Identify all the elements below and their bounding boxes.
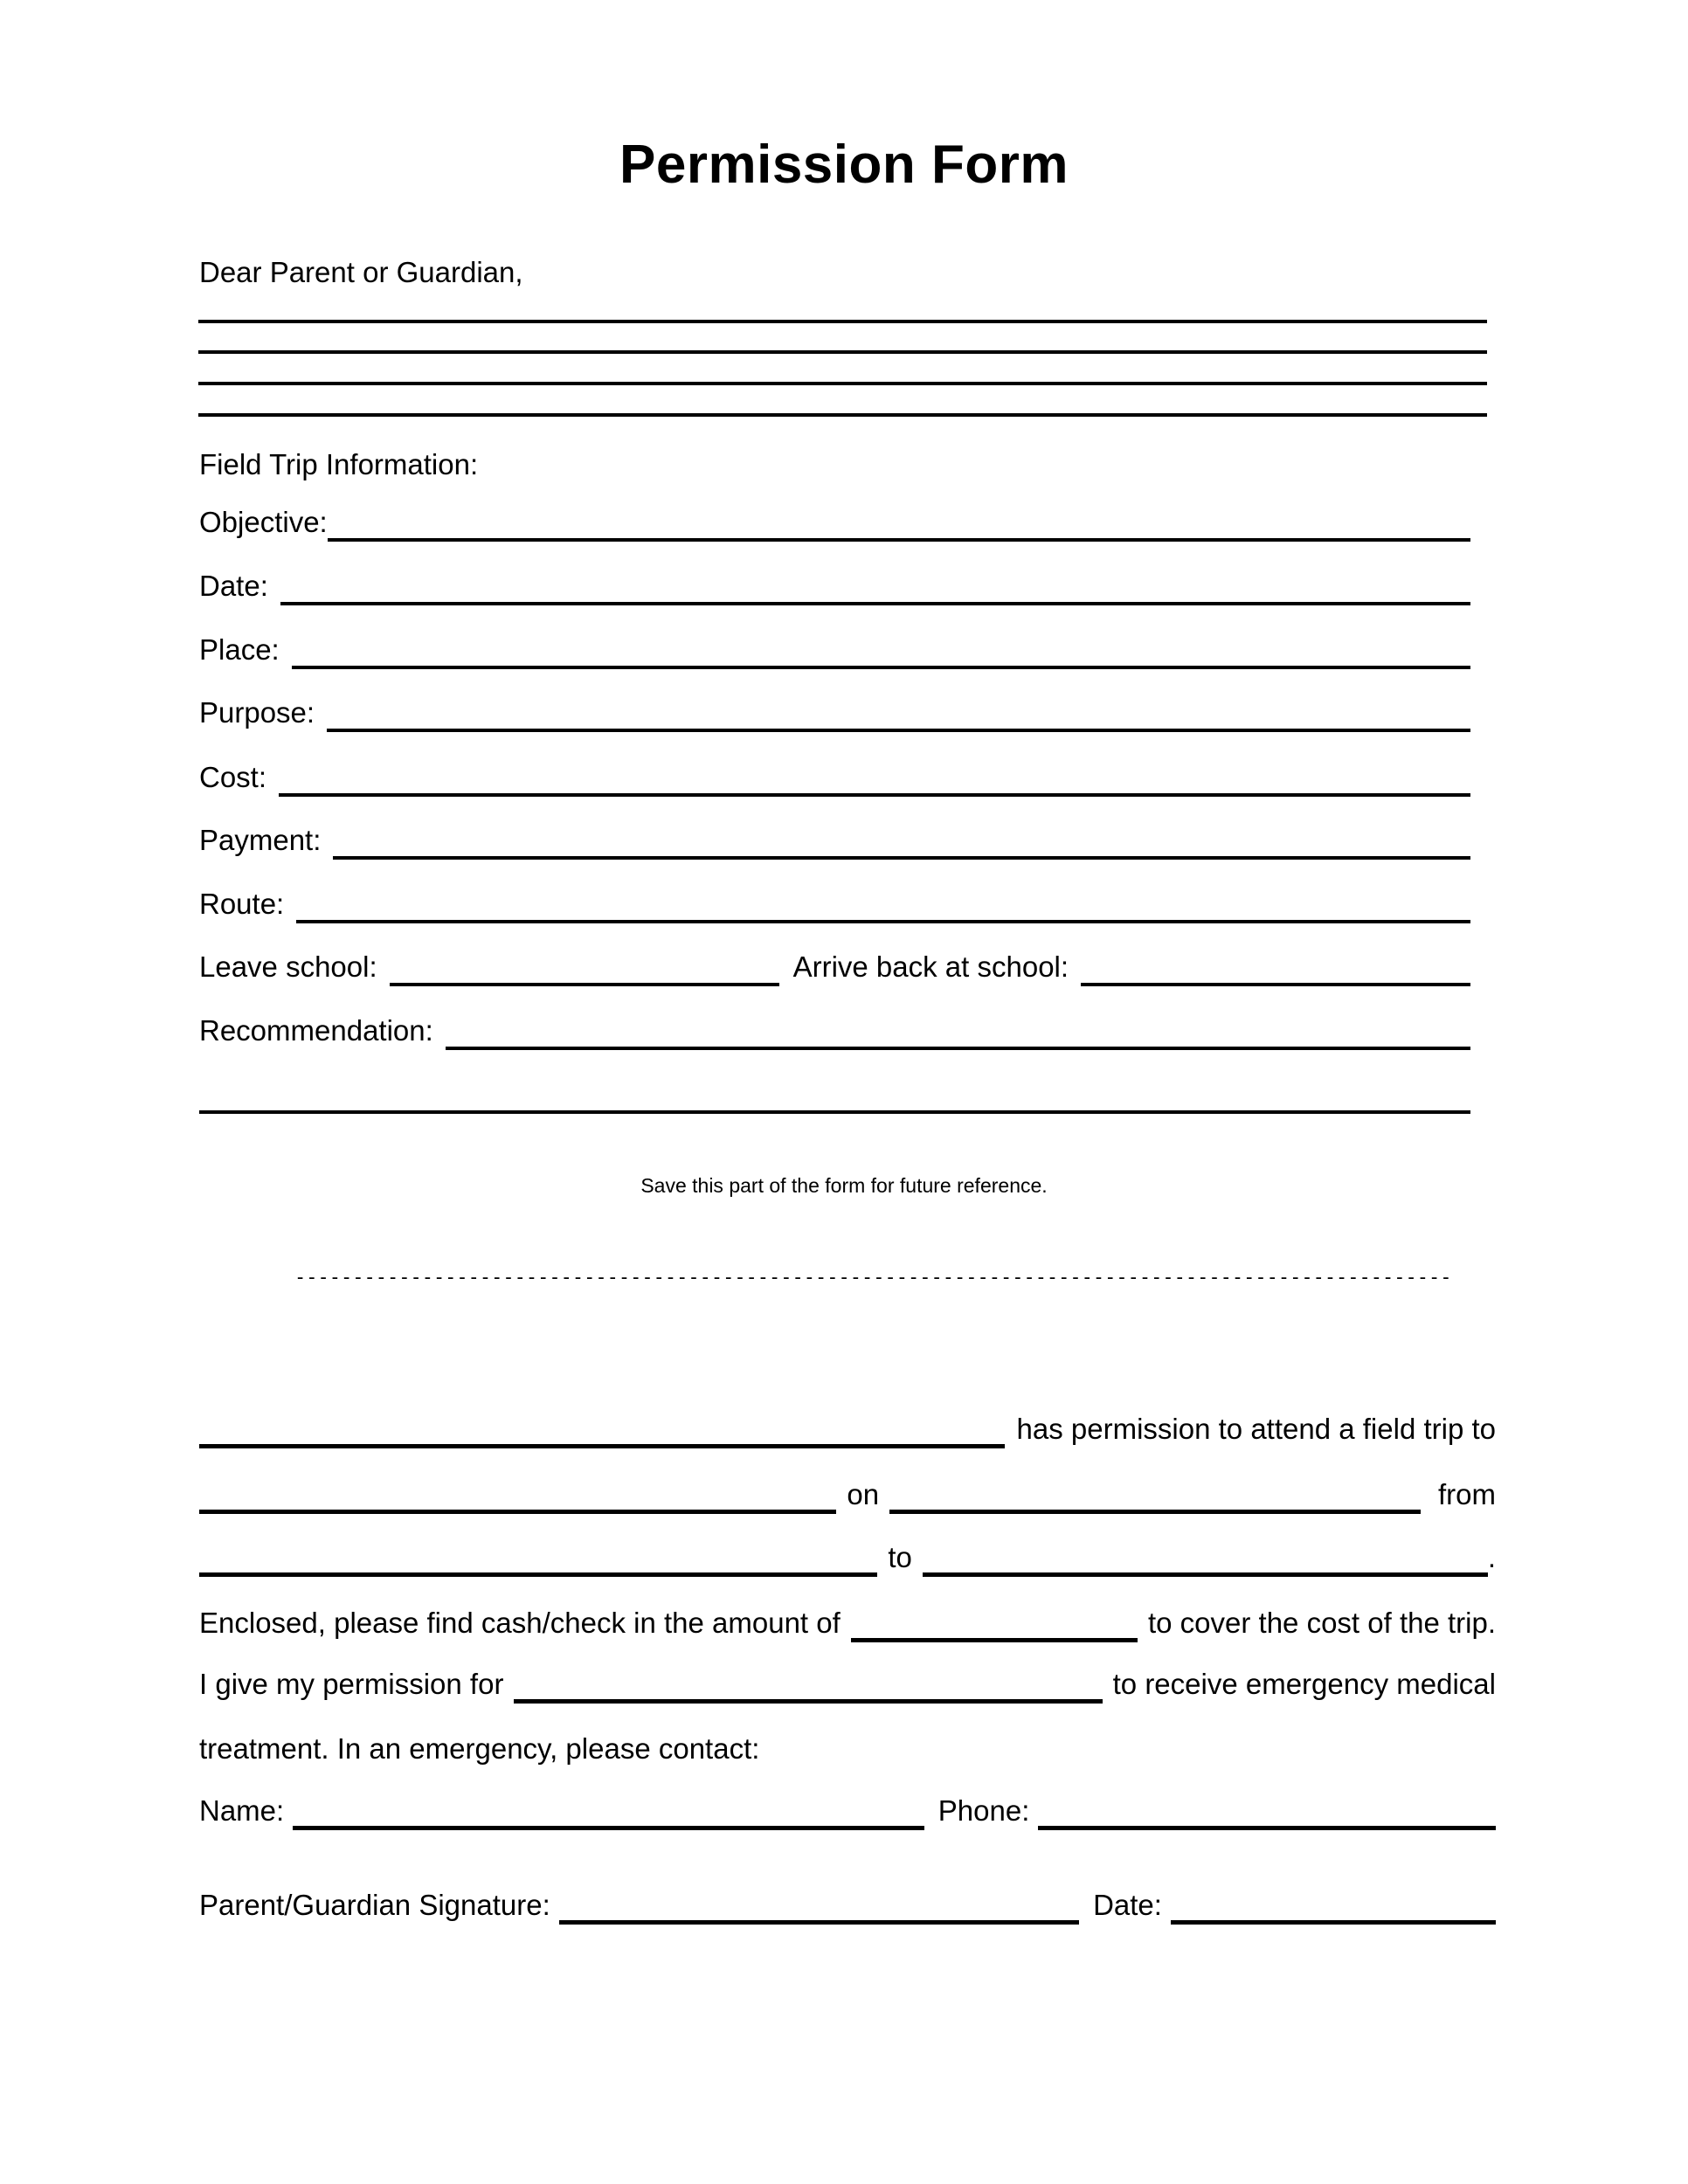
objective-row	[199, 503, 1470, 542]
objective-label: Objective:	[199, 506, 328, 538]
purpose-row	[199, 694, 1470, 732]
payment-row	[199, 821, 1470, 860]
payment-label: Payment:	[199, 824, 322, 856]
from-text: from	[1438, 1478, 1496, 1510]
leave-school-blank-line	[390, 983, 779, 986]
cost-blank-line	[279, 793, 1470, 797]
date-blank-line	[280, 602, 1470, 605]
signature-label: Parent/Guardian Signature:	[199, 1889, 550, 1921]
route-row	[199, 885, 1470, 923]
trip-date-blank-line	[889, 1510, 1421, 1514]
enclosed-suffix-text: to cover the cost of the trip.	[1147, 1607, 1496, 1639]
enclosed-prefix-text: Enclosed, please find cash/check in the amount of	[199, 1607, 841, 1639]
treatment-contact-text: treatment. In an emergency, please contact:	[199, 1732, 760, 1765]
on-text: on	[847, 1478, 880, 1510]
signature-blank-line	[559, 1920, 1079, 1925]
start-time-blank-line	[199, 1572, 877, 1577]
date-row	[199, 567, 1470, 605]
letter-blank-line	[198, 320, 1487, 323]
letter-blank-line	[198, 382, 1487, 385]
letter-blank-line	[198, 413, 1487, 417]
route-label: Route:	[199, 888, 285, 920]
student-name-blank-line	[199, 1444, 1005, 1448]
recommendation-blank-line	[446, 1047, 1470, 1050]
contact-name-label: Name:	[199, 1794, 285, 1827]
recommendation-continuation-line	[199, 1110, 1470, 1114]
period-text: .	[1487, 1541, 1496, 1573]
destination-blank-line	[199, 1510, 836, 1514]
section-heading: Field Trip Information:	[199, 448, 479, 480]
signature-date-label: Date:	[1093, 1889, 1162, 1921]
amount-blank-line	[851, 1638, 1138, 1642]
enclosed-amount-row	[199, 1604, 1496, 1642]
arrive-back-label: Arrive back at school:	[792, 950, 1069, 983]
signature-date-row	[199, 1886, 1496, 1925]
medical-suffix-text: to receive emergency medical	[1112, 1668, 1496, 1700]
student-name-row	[199, 1410, 1496, 1448]
signature-date-blank-line	[1171, 1920, 1496, 1925]
save-note: Save this part of the form for future reference.	[640, 1174, 1048, 1197]
payment-blank-line	[333, 856, 1470, 860]
has-permission-text: has permission to attend a field trip to	[1016, 1413, 1496, 1445]
objective-blank-line	[328, 538, 1470, 542]
leave-arrive-row	[199, 948, 1470, 986]
letter-blank-line	[198, 350, 1487, 354]
salutation: Dear Parent or Guardian,	[199, 256, 523, 288]
medical-permission-row	[199, 1665, 1496, 1704]
end-time-blank-line	[923, 1572, 1488, 1577]
dashed-separator: ----------------------------------------------------------------------------------------------------	[294, 1267, 1452, 1289]
destination-date-row	[199, 1476, 1496, 1514]
leave-school-label: Leave school:	[199, 950, 377, 983]
medical-prefix-text: I give my permission for	[199, 1668, 504, 1700]
purpose-blank-line	[327, 729, 1470, 732]
contact-phone-label: Phone:	[937, 1794, 1030, 1827]
time-range-row	[199, 1538, 1496, 1577]
cost-label: Cost:	[199, 761, 267, 793]
place-blank-line	[292, 666, 1470, 669]
recommendation-label: Recommendation:	[199, 1014, 433, 1047]
page-title: Permission Form	[619, 135, 1069, 195]
to-text: to	[888, 1541, 912, 1573]
date-label: Date:	[199, 570, 268, 602]
place-label: Place:	[199, 633, 280, 666]
contact-name-blank-line	[293, 1826, 924, 1830]
purpose-label: Purpose:	[199, 696, 315, 729]
route-blank-line	[296, 920, 1470, 923]
contact-name-phone-row	[199, 1792, 1496, 1830]
contact-phone-blank-line	[1038, 1826, 1496, 1830]
medical-name-blank-line	[514, 1699, 1102, 1704]
arrive-back-blank-line	[1081, 983, 1470, 986]
place-row	[199, 631, 1470, 669]
cost-row	[199, 758, 1470, 797]
recommendation-row	[199, 1012, 1470, 1050]
